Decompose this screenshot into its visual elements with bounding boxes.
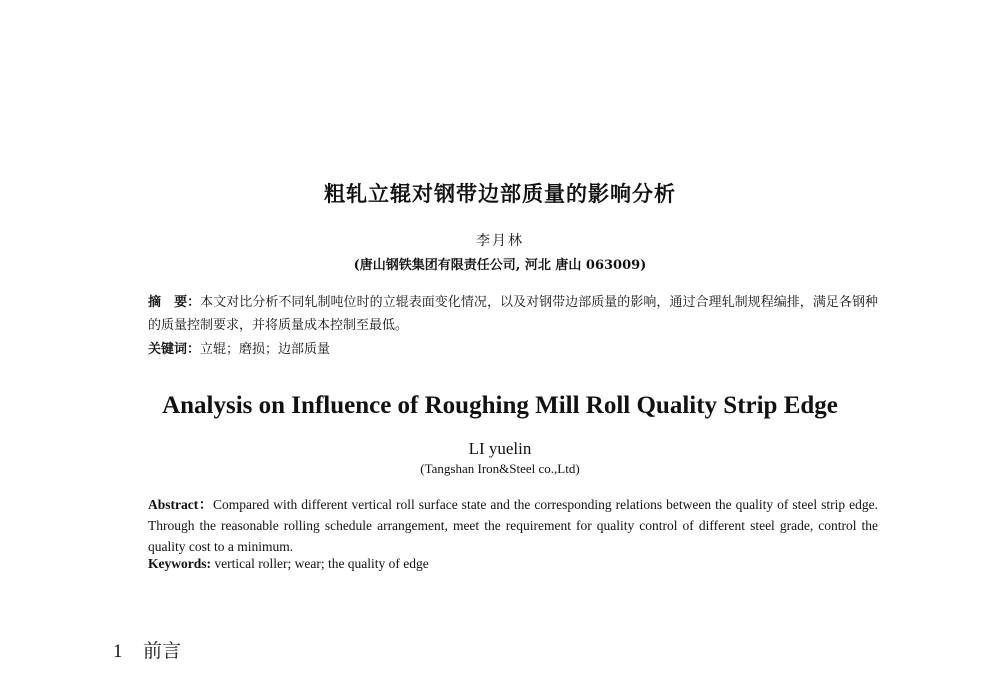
chinese-keywords	[148, 340, 878, 360]
english-abstract-text: Compared with different vertical roll surface state and the corresponding relations between the quality of steel strip edge. Through the reasonable rolling schedule arrangement, meet the requirement for quality control of different steel grade, control the quality cost to a minimum.	[148, 497, 878, 554]
chinese-author: 李月林	[476, 233, 524, 249]
chinese-keywords-text: 立辊；磨损；边部质量	[200, 342, 331, 357]
english-abstract-label: Abstract：	[148, 497, 213, 512]
chinese-keywords-label: 关键词：	[148, 342, 201, 357]
chinese-title: 粗轧立辊对钢带边部质量的影响分析	[324, 182, 676, 206]
english-abstract	[148, 494, 878, 557]
chinese-abstract	[148, 291, 878, 337]
english-keywords-label: Keywords:	[148, 556, 211, 571]
section-title: 前言	[143, 640, 182, 662]
english-keywords	[148, 555, 878, 573]
english-author: LI yuelin	[468, 439, 532, 458]
english-title: Analysis on Influence of Roughing Mill Roll Quality Strip Edge	[162, 392, 838, 419]
chinese-abstract-label: 摘 要：	[148, 295, 201, 310]
chinese-abstract-text: 本文对比分析不同轧制吨位时的立辊表面变化情况，以及对钢带边部质量的影响，通过合理轧制规程编排，满足各钢种的质量控制要求，并将质量成本控制至最低。	[148, 295, 878, 333]
section-number: 1	[113, 641, 123, 662]
chinese-affiliation: (唐山钢铁集团有限责任公司, 河北 唐山 063009)	[353, 258, 647, 273]
english-keywords-text: vertical roller; wear; the quality of edge	[214, 556, 429, 571]
section-heading	[113, 636, 181, 663]
english-affiliation: (Tangshan Iron&Steel co.,Ltd)	[420, 461, 580, 476]
